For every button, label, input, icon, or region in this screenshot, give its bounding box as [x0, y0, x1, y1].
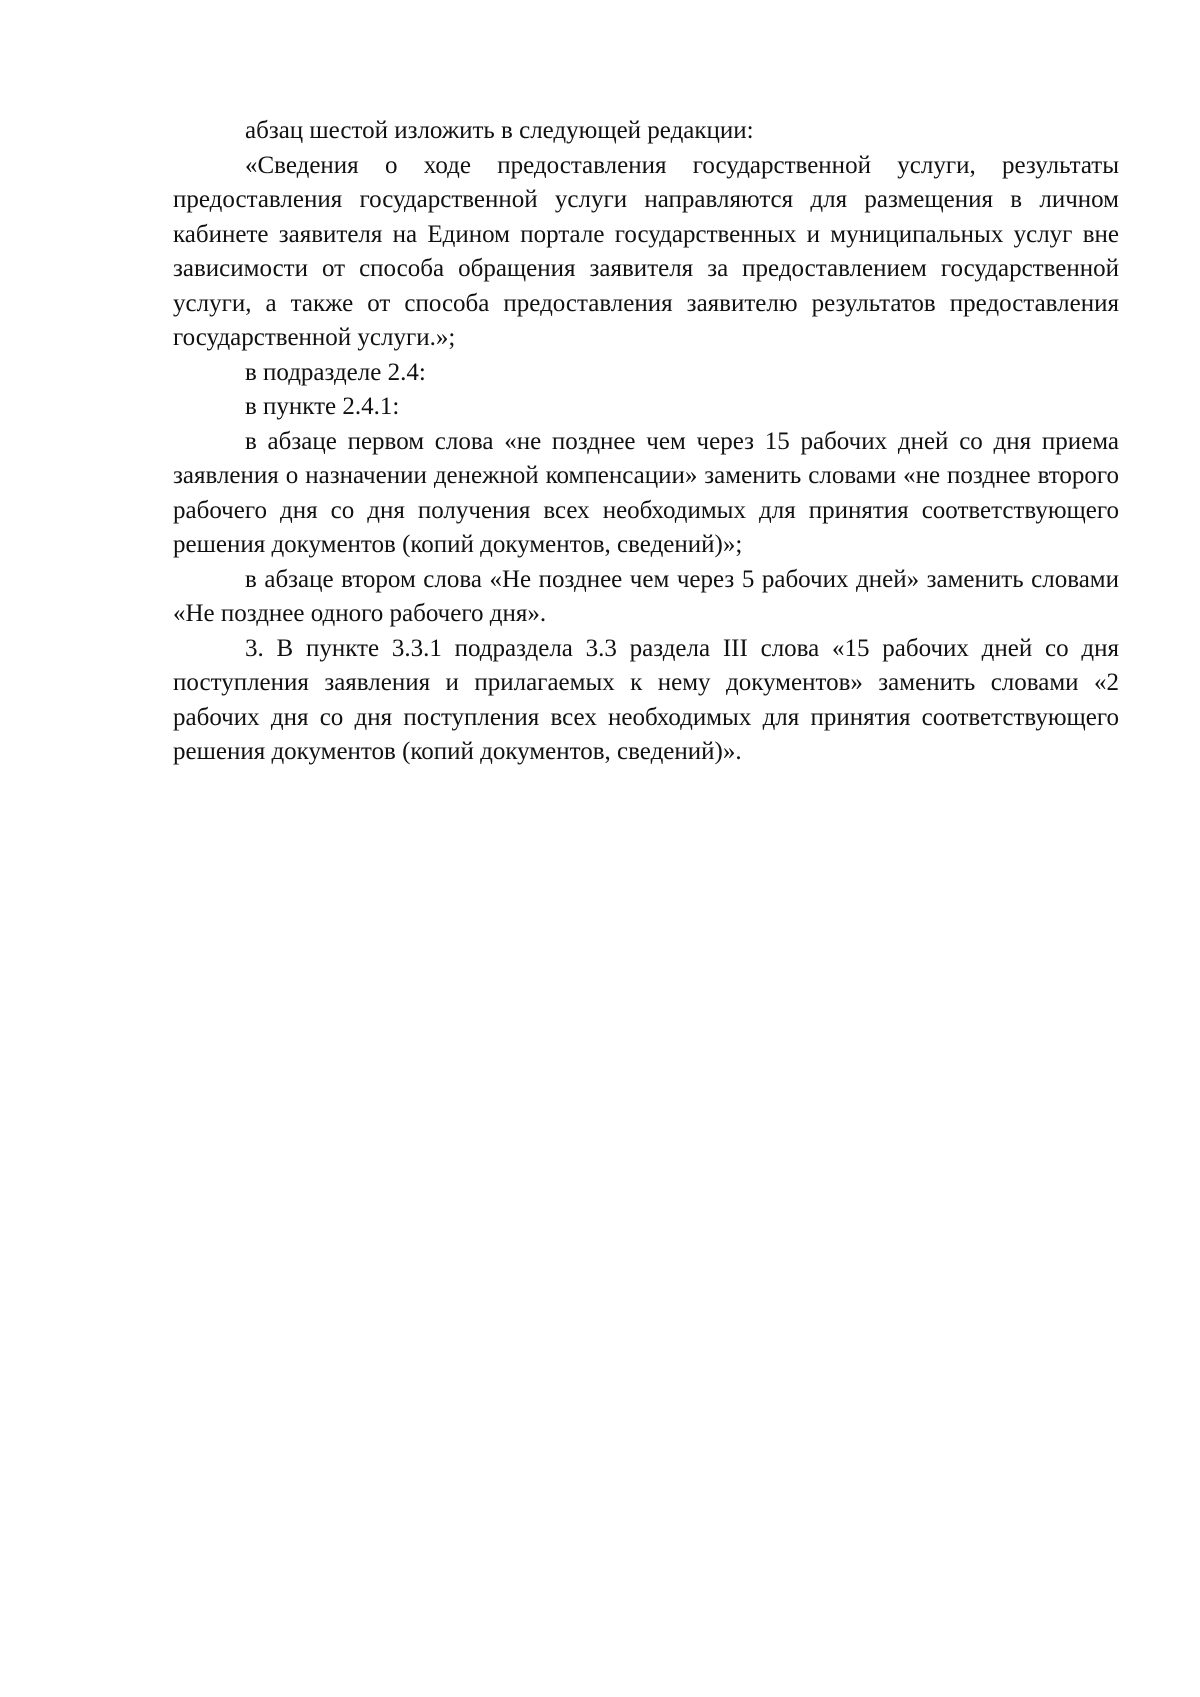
paragraph-new-wording: «Сведения о ходе предоставления государственной услуги, результаты предоставления государственной услуги направляются для размещения в личном кабинете заявителя на Едином портале государственных и муниципальных услуг вне зависимости от способа обращения заявителя за предоставлением государственной услуги, а также от способа предоставления заявителю результатов предоставления государственной услуги.»;	[173, 151, 1119, 351]
paragraph-first-paragraph-amendment: в абзаце первом слова «не позднее чем через 15 рабочих дней со дня приема заявления о назначении денежной компенсации» заменить словами «не позднее второго рабочего дня со дня получения всех необходимых для принятия соответствующего решения документов (копий документов, сведений)»;	[173, 427, 1119, 558]
paragraph-paragraph-6-intro: абзац шестой изложить в следующей редакции:	[245, 117, 754, 144]
paragraph-item-3-amendment: 3. В пункте 3.3.1 подраздела 3.3 раздела III слова «15 рабочих дней со дня поступления заявления и прилагаемых к нему документов» заменить словами «2 рабочих дня со дня поступления всех необходимых для принятия соответствующего решения документов (копий документов, сведений)».	[173, 634, 1119, 765]
paragraph-second-paragraph-amendment: в абзаце втором слова «Не позднее чем через 5 рабочих дней» заменить словами «Не позднее одного рабочего дня».	[173, 565, 1119, 627]
document-body	[173, 114, 1119, 770]
paragraph-subsection-2-4: в подразделе 2.4:	[245, 358, 426, 386]
paragraph-item-2-4-1: в пункте 2.4.1:	[245, 393, 400, 420]
